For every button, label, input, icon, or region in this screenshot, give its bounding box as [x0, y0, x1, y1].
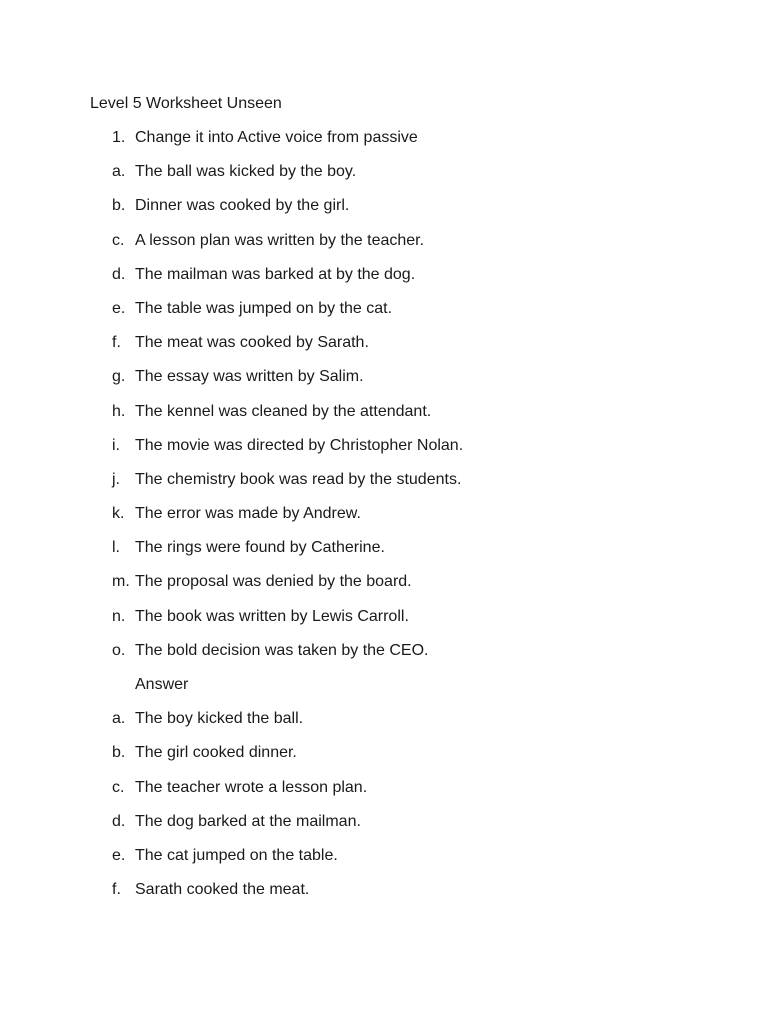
item-marker: j.: [112, 470, 120, 488]
item-marker: m.: [112, 573, 130, 591]
answer-text: The boy kicked the ball.: [135, 710, 304, 728]
item-marker: k.: [112, 505, 125, 523]
question-row: [0, 127, 768, 161]
item-marker: o.: [112, 641, 126, 659]
item-text: The table was jumped on by the cat.: [135, 299, 393, 317]
passive-item: [0, 503, 768, 537]
answer-text: The teacher wrote a lesson plan.: [135, 778, 368, 796]
passive-item: [0, 606, 768, 640]
answer-item: [0, 742, 768, 776]
passive-item: [0, 195, 768, 229]
item-marker: a.: [112, 163, 126, 181]
passive-item: [0, 571, 768, 605]
item-text: The meat was cooked by Sarath.: [135, 334, 369, 352]
passive-item: [0, 161, 768, 195]
answer-marker: a.: [112, 710, 126, 728]
answer-item: [0, 777, 768, 811]
passive-item: [0, 640, 768, 674]
answer-item: [0, 845, 768, 879]
answer-marker: b.: [112, 744, 126, 762]
item-text: The movie was directed by Christopher Nolan.: [135, 436, 464, 454]
passive-item: [0, 366, 768, 400]
answer-marker: d.: [112, 812, 126, 830]
item-text: Dinner was cooked by the girl.: [135, 197, 350, 215]
passive-item: [0, 537, 768, 571]
answer-item: [0, 708, 768, 742]
answer-item: [0, 811, 768, 845]
item-marker: b.: [112, 197, 126, 215]
item-marker: h.: [112, 402, 126, 420]
question-text: Change it into Active voice from passive: [135, 129, 418, 146]
passive-item: [0, 264, 768, 298]
item-text: The mailman was barked at by the dog.: [135, 265, 416, 283]
passive-item: [0, 469, 768, 503]
item-marker: c.: [112, 231, 125, 249]
item-marker: i.: [112, 436, 120, 454]
worksheet-list: [0, 127, 768, 913]
answer-heading-row: [0, 674, 768, 708]
item-text: The chemistry book was read by the students.: [135, 470, 462, 488]
passive-item: [0, 298, 768, 332]
item-marker: g.: [112, 368, 126, 386]
item-text: The proposal was denied by the board.: [135, 573, 412, 591]
item-text: The bold decision was taken by the CEO.: [135, 641, 429, 659]
item-text: The ball was kicked by the boy.: [135, 163, 357, 181]
passive-item: [0, 332, 768, 366]
item-marker: e.: [112, 299, 126, 317]
answer-marker: f.: [112, 881, 121, 899]
answer-text: The cat jumped on the table.: [135, 846, 338, 864]
question-number: 1.: [112, 129, 126, 146]
item-text: A lesson plan was written by the teacher.: [135, 231, 425, 249]
item-text: The essay was written by Salim.: [135, 368, 364, 386]
item-text: The book was written by Lewis Carroll.: [135, 607, 409, 625]
passive-item: [0, 401, 768, 435]
item-marker: d.: [112, 265, 126, 283]
answer-heading: Answer: [135, 676, 189, 693]
item-text: The kennel was cleaned by the attendant.: [135, 402, 432, 420]
document-title: Level 5 Worksheet Unseen: [90, 95, 282, 112]
passive-item: [0, 230, 768, 264]
item-marker: l.: [112, 539, 120, 557]
item-text: The error was made by Andrew.: [135, 505, 361, 523]
answer-text: The dog barked at the mailman.: [135, 812, 361, 830]
answer-marker: c.: [112, 778, 125, 796]
answer-item: [0, 879, 768, 913]
item-marker: f.: [112, 334, 121, 352]
item-text: The rings were found by Catherine.: [135, 539, 385, 557]
item-marker: n.: [112, 607, 126, 625]
passive-item: [0, 435, 768, 469]
answer-text: The girl cooked dinner.: [135, 744, 297, 762]
answer-text: Sarath cooked the meat.: [135, 881, 310, 899]
answer-marker: e.: [112, 846, 126, 864]
